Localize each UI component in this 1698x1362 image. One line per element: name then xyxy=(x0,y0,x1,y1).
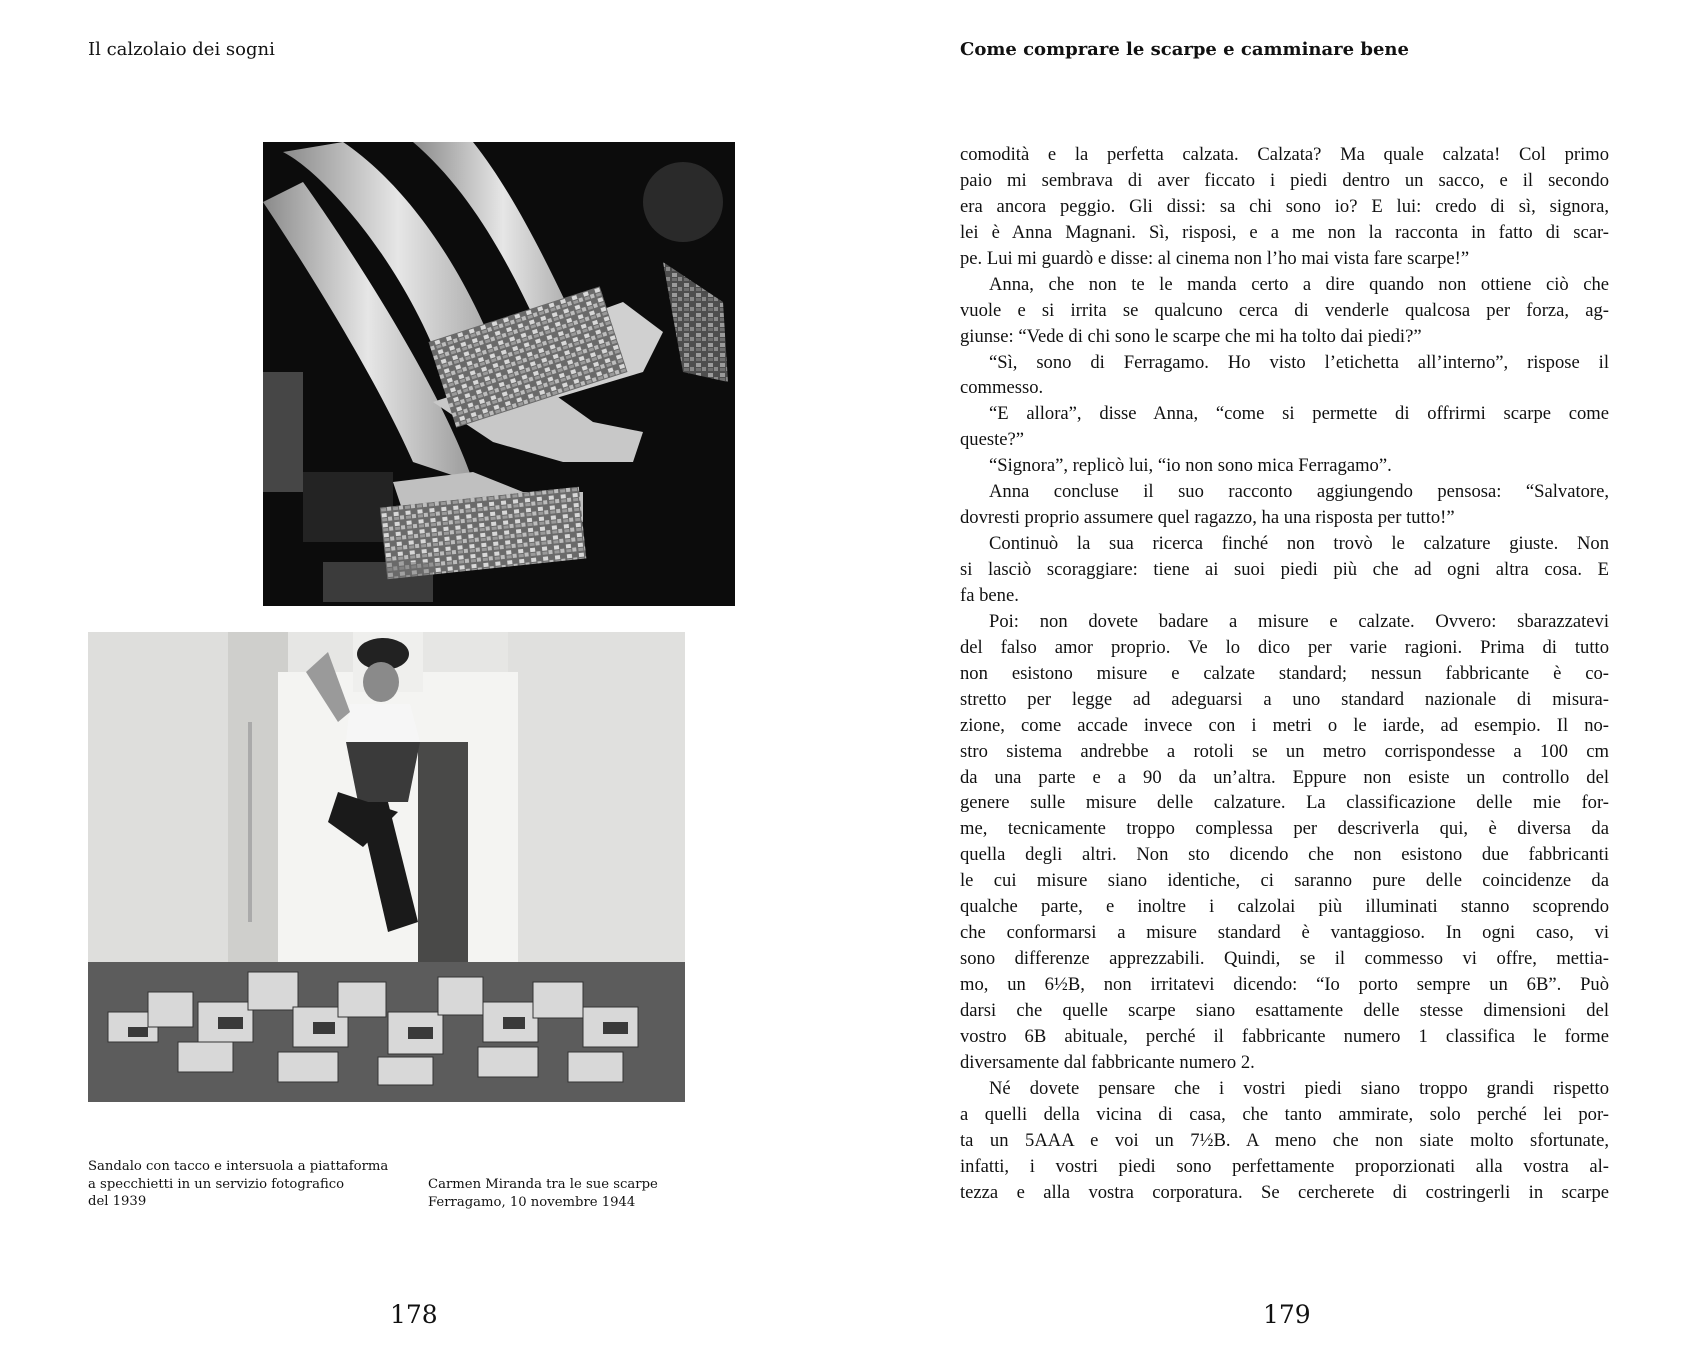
text-line: vostro 6B abituale, perché il fabbricante numero 1 classifica le forme xyxy=(960,1025,1609,1047)
text-line: diversamente dal fabbricante numero 2. xyxy=(960,1051,1255,1073)
text-line: dovresti proprio assumere quel ragazzo, ha una risposta per tutto!” xyxy=(960,507,1455,529)
photo-platform-sandals xyxy=(263,142,735,606)
running-head-left: Il calzolaio dei sogni xyxy=(88,39,275,60)
photo-carmen-miranda-image xyxy=(88,632,685,1102)
text-line: vuole e si irrita se qualcuno cerca di venderle qualcosa per forza, ag- xyxy=(960,299,1609,321)
caption-line: Carmen Miranda tra le sue scarpe xyxy=(428,1177,658,1192)
text-line: da una parte e a 90 da un’altra. Eppure non esiste un controllo del xyxy=(960,766,1609,788)
text-line: quella degli altri. Non sto dicendo che non esistono due fabbricanti xyxy=(960,844,1609,866)
text-line: pe. Lui mi guardò e disse: al cinema non l’ho mai vista fare scarpe!” xyxy=(960,247,1470,269)
text-line: tezza e alla vostra corporatura. Se cercherete di costringerli in scarpe xyxy=(960,1181,1609,1203)
text-line: queste?” xyxy=(960,429,1025,451)
text-line: fa bene. xyxy=(960,584,1019,606)
body-text xyxy=(960,142,1609,1205)
text-line: stretto per legge ad adeguarsi a uno standard nazionale di misura- xyxy=(960,688,1609,710)
text-line: non esistono misure e calzate standard; nessun fabbricante è co- xyxy=(960,662,1609,684)
caption-line: Ferragamo, 10 novembre 1944 xyxy=(428,1194,636,1210)
photo-carmen-miranda xyxy=(88,632,685,1102)
text-line: che conformarsi a misure standard è vantaggioso. In ogni caso, vi xyxy=(960,922,1609,944)
page-number-left: 178 xyxy=(390,1300,438,1329)
text-line: mo, un 6½B, non irritatevi dicendo: “Io porto sempre un 6B”. Può xyxy=(960,974,1609,995)
caption-carmen-miranda xyxy=(428,1176,698,1211)
text-line: darsi che quelle scarpe siano esattamente delle stesse dimensioni del xyxy=(960,999,1609,1021)
text-line: sono differenze apprezzabili. Quindi, se il commesso vi offre, mettia- xyxy=(960,948,1609,970)
right-page xyxy=(849,0,1698,1362)
text-line: ta un 5AAA e voi un 7½B. A meno che non siate molto sfortunate, xyxy=(960,1129,1609,1151)
text-line: del falso amor proprio. Ve lo dico per varie ragioni. Prima di tutto xyxy=(960,636,1609,658)
text-line: giunse: “Vede di chi sono le scarpe che mi ha tolto dai piedi?” xyxy=(960,325,1422,347)
text-line: me, tecnicamente troppo complessa per descriverla qui, è diversa da xyxy=(960,818,1609,840)
text-line: commesso. xyxy=(960,377,1044,399)
caption-line: del 1939 xyxy=(88,1194,147,1209)
text-line: paio mi sembrava di aver ficcato i piedi dentro un sacco, e il secondo xyxy=(960,169,1609,191)
page-number-right: 179 xyxy=(1263,1300,1311,1329)
text-line: Anna, che non te le manda certo a dire quando non ottiene ciò che xyxy=(989,273,1609,295)
photo-platform-sandals-image xyxy=(263,142,735,606)
text-line: genere sulle misure delle calzature. La classificazione delle mie for- xyxy=(960,792,1609,814)
text-line: si lasciò scoraggiare: tiene ai suoi piedi più che ad ogni altra cosa. E xyxy=(960,559,1609,580)
text-line: infatti, i vostri piedi sono perfettamente proporzionati alla vostra al- xyxy=(960,1155,1609,1177)
text-line: Anna concluse il suo racconto aggiungendo pensosa: “Salvatore, xyxy=(989,481,1609,503)
text-line: zione, come accade invece con i metri o le iarde, ad esempio. Il no- xyxy=(960,714,1609,736)
text-line: lei è Anna Magnani. Sì, risposi, e a me non la racconta in fatto di scar- xyxy=(960,221,1609,243)
text-line: Poi: non dovete badare a misure e calzate. Ovvero: sbarazzatevi xyxy=(989,610,1609,632)
text-line: comodità e la perfetta calzata. Calzata? Ma quale calzata! Col primo xyxy=(960,144,1609,165)
caption-line: Sandalo con tacco e intersuola a piattaforma xyxy=(88,1159,389,1174)
text-line: qualche parte, e inoltre i calzolai più illuminati stanno scoprendo xyxy=(960,896,1609,918)
text-line: Continuò la sua ricerca finché non trovò le calzature giuste. Non xyxy=(989,533,1609,555)
text-line: “Sì, sono di Ferragamo. Ho visto l’etichetta all’interno”, rispose il xyxy=(989,351,1609,373)
caption-platform-sandals xyxy=(88,1158,408,1211)
caption-line: a specchietti in un servizio fotografico xyxy=(88,1176,345,1192)
text-line: “E allora”, disse Anna, “come si permette di offrirmi scarpe come xyxy=(989,403,1609,425)
text-line: Né dovete pensare che i vostri piedi siano troppo grandi rispetto xyxy=(989,1077,1609,1099)
text-line: era ancora peggio. Gli dissi: sa chi sono io? E lui: credo di sì, signora, xyxy=(960,195,1609,217)
text-line: le cui misure siano identiche, ci saranno pure delle coincidenze da xyxy=(960,870,1609,892)
text-line: a quelli della vicina di casa, che tanto ammirate, solo perché lei por- xyxy=(960,1103,1609,1125)
running-head-right: Come comprare le scarpe e camminare bene xyxy=(960,39,1409,60)
text-line: stro sistema andrebbe a rotoli se un metro corrispondesse a 100 cm xyxy=(960,740,1609,762)
text-line: “Signora”, replicò lui, “io non sono mica Ferragamo”. xyxy=(989,455,1392,477)
